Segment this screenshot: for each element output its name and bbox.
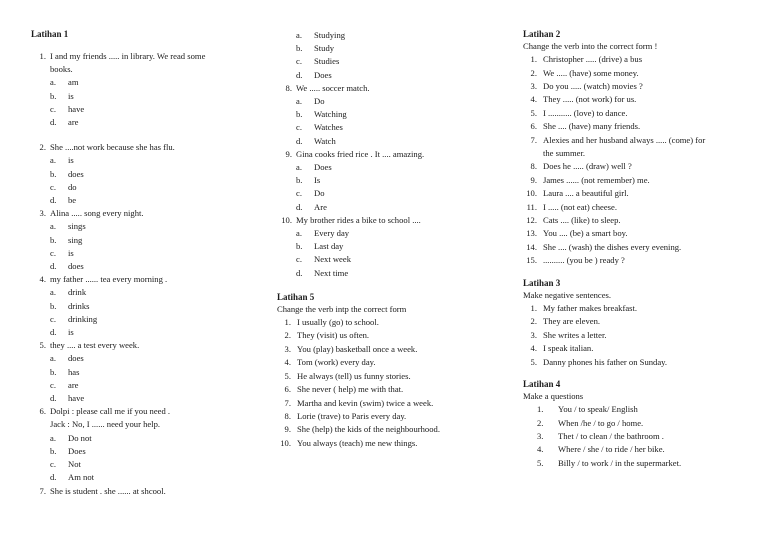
latihan5-list bbox=[277, 316, 507, 450]
option: d. Next time bbox=[296, 267, 349, 278]
list-item-cont: the summer. bbox=[543, 148, 586, 159]
list-item: 10. You always (teach) me new things. bbox=[280, 437, 418, 448]
question-stem-cont: Jack : No, I ...... need your help. bbox=[50, 419, 161, 430]
option: d. are bbox=[50, 117, 79, 128]
list-item: 10. Laura .... a beautiful girl. bbox=[526, 188, 629, 199]
list-item: 6. She never ( help) me with that. bbox=[284, 384, 404, 395]
latihan1-q1 bbox=[31, 50, 256, 129]
list-item: 3. She writes a letter. bbox=[530, 329, 607, 340]
latihan1-q10 bbox=[277, 214, 507, 280]
list-item: 11. I ..... (not eat) cheese. bbox=[526, 201, 617, 212]
list-item: 8. Does he ..... (draw) well ? bbox=[530, 161, 632, 172]
option: c. Watches bbox=[296, 122, 343, 133]
latihan3-title: Latihan 3 bbox=[523, 277, 561, 288]
list-item: 3. You (play) basketball once a week. bbox=[284, 343, 418, 354]
list-item: 1. My father makes breakfast. bbox=[530, 302, 638, 313]
option: b. Study bbox=[296, 43, 335, 54]
question-stem: 7. She is student . she ...... at shcool. bbox=[39, 485, 166, 496]
list-item: 3. Thet / to clean / the bathroom . bbox=[537, 430, 664, 441]
option: a. is bbox=[50, 155, 74, 166]
option: d. is bbox=[50, 327, 74, 338]
list-item: 8. Lorie (trave) to Paris every day. bbox=[284, 410, 407, 421]
list-item: 5. I ........... (love) to dance. bbox=[530, 107, 628, 118]
list-item: 9. She (help) the kids of the neighbourhood. bbox=[284, 424, 440, 435]
list-item: 5. Billy / to work / in the supermarket. bbox=[537, 457, 682, 468]
option: d. does bbox=[50, 261, 84, 272]
latihan5-title: Latihan 5 bbox=[277, 291, 315, 302]
column-left bbox=[31, 29, 256, 498]
option: b. Last day bbox=[296, 241, 344, 252]
latihan5-instruction: Change the verb intp the correct form bbox=[277, 303, 407, 314]
question-stem: 6. Dolpi : please call me if you need . bbox=[39, 406, 171, 417]
option: d. be bbox=[50, 195, 77, 206]
question-stem: 10. My brother rides a bike to school .... bbox=[281, 214, 421, 225]
option: a. Studying bbox=[296, 30, 346, 40]
list-item: 15. .......... (you be ) ready ? bbox=[526, 255, 625, 266]
list-item: 1. You / to speak/ English bbox=[537, 404, 638, 415]
option: c. Not bbox=[50, 459, 81, 470]
latihan1-q4 bbox=[31, 273, 256, 339]
option: d. have bbox=[50, 393, 85, 404]
list-item: 12. Cats .... (like) to sleep. bbox=[526, 215, 621, 226]
list-item: 7. Martha and kevin (swim) twice a week. bbox=[284, 397, 434, 408]
column-right bbox=[523, 29, 763, 470]
option: b. has bbox=[50, 366, 80, 377]
latihan1-q3 bbox=[31, 207, 256, 273]
latihan4-instruction: Make a questions bbox=[523, 390, 584, 401]
option: d. Are bbox=[296, 201, 327, 212]
option: b. is bbox=[50, 90, 74, 101]
list-item: 6. She .... (have) many friends. bbox=[530, 121, 641, 132]
option: d. Does bbox=[296, 69, 332, 80]
option: a. Every day bbox=[296, 228, 350, 239]
question-stem: 2. She ....not work because she has flu. bbox=[39, 142, 175, 153]
list-item: 2. We ..... (have) some money. bbox=[530, 67, 639, 78]
latihan4-title: Latihan 4 bbox=[523, 378, 561, 389]
latihan2-title: Latihan 2 bbox=[523, 29, 561, 39]
latihan3-list bbox=[523, 302, 763, 369]
question-stem: 3. Alina ..... song every night. bbox=[39, 208, 144, 219]
latihan1-q5 bbox=[31, 339, 256, 405]
latihan1-q2 bbox=[31, 141, 256, 207]
list-item: 7. Alexies and her husband always ..... (come) for bbox=[530, 134, 706, 145]
option: a. does bbox=[50, 353, 84, 364]
question-stem-cont: books. bbox=[50, 64, 73, 75]
option: b. does bbox=[50, 168, 84, 179]
option: b. drinks bbox=[50, 300, 90, 311]
list-item: 5. Danny phones his father on Sunday. bbox=[530, 356, 668, 367]
latihan1-title: Latihan 1 bbox=[31, 29, 69, 39]
list-item: 4. I speak italian. bbox=[530, 343, 594, 354]
latihan1-q9 bbox=[277, 148, 507, 214]
option: c. are bbox=[50, 379, 79, 390]
question-stem: 1. I and my friends ..... in library. We read some bbox=[39, 51, 206, 61]
list-item: 4. Where / she / to ride / her bike. bbox=[537, 444, 665, 455]
list-item: 9. James ...... (not remember) me. bbox=[530, 174, 650, 185]
option: a. am bbox=[50, 77, 79, 88]
option: c. have bbox=[50, 103, 85, 114]
list-item: 2. When /he / to go / home. bbox=[537, 417, 644, 428]
column-middle bbox=[277, 29, 507, 450]
option: c. Studies bbox=[296, 56, 340, 67]
option: a. Does bbox=[296, 162, 332, 173]
option: c. Next week bbox=[296, 254, 351, 265]
option: a. sings bbox=[50, 221, 86, 232]
list-item: 5. He always (tell) us funny stories. bbox=[284, 370, 411, 381]
option: c. Do bbox=[296, 188, 325, 199]
latihan4-list bbox=[523, 403, 763, 470]
list-item: 4. They ..... (not work) for us. bbox=[530, 94, 637, 105]
list-item: 14. She .... (wash) the dishes every evening. bbox=[526, 241, 682, 252]
option: d. Watch bbox=[296, 135, 336, 146]
list-item: 4. Tom (work) every day. bbox=[284, 357, 376, 368]
question-stem: 9. Gina cooks fried rice . It .... amazing. bbox=[285, 148, 425, 159]
question-stem: 4. my father ...... tea every morning . bbox=[39, 274, 168, 285]
latihan1-q7-options bbox=[277, 29, 507, 82]
latihan1-q8 bbox=[277, 82, 507, 148]
latihan2-list bbox=[523, 53, 763, 268]
question-stem: 5. they .... a test every week. bbox=[39, 340, 140, 351]
list-item: 2. They (visit) us often. bbox=[284, 330, 370, 341]
option: c. do bbox=[50, 181, 77, 192]
latihan3-instruction: Make negative sentences. bbox=[523, 289, 612, 300]
list-item: 1. Christopher ..... (drive) a bus bbox=[530, 54, 643, 65]
latihan2-instruction: Change the verb into the correct form ! bbox=[523, 41, 658, 51]
option: b. sing bbox=[50, 234, 83, 245]
option: b. Does bbox=[50, 445, 86, 456]
option: b. Is bbox=[296, 175, 321, 186]
option: a. Do bbox=[296, 96, 325, 107]
list-item: 1. I usually (go) to school. bbox=[284, 317, 379, 328]
question-stem: 8. We ..... soccer match. bbox=[285, 82, 370, 93]
option: a. Do not bbox=[50, 432, 92, 443]
option: b. Watching bbox=[296, 109, 347, 120]
list-item: 13. You .... (be) a smart boy. bbox=[526, 228, 628, 239]
spacer bbox=[31, 129, 256, 141]
list-item: 2. They are eleven. bbox=[530, 316, 601, 327]
option: a. drink bbox=[50, 287, 87, 298]
latihan1-q7-stem bbox=[31, 485, 256, 498]
option: c. is bbox=[50, 247, 74, 258]
option: c. drinking bbox=[50, 313, 98, 324]
latihan1-q6 bbox=[31, 405, 256, 484]
list-item: 3. Do you ..... (watch) movies ? bbox=[530, 81, 643, 92]
option: d. Am not bbox=[50, 472, 95, 483]
